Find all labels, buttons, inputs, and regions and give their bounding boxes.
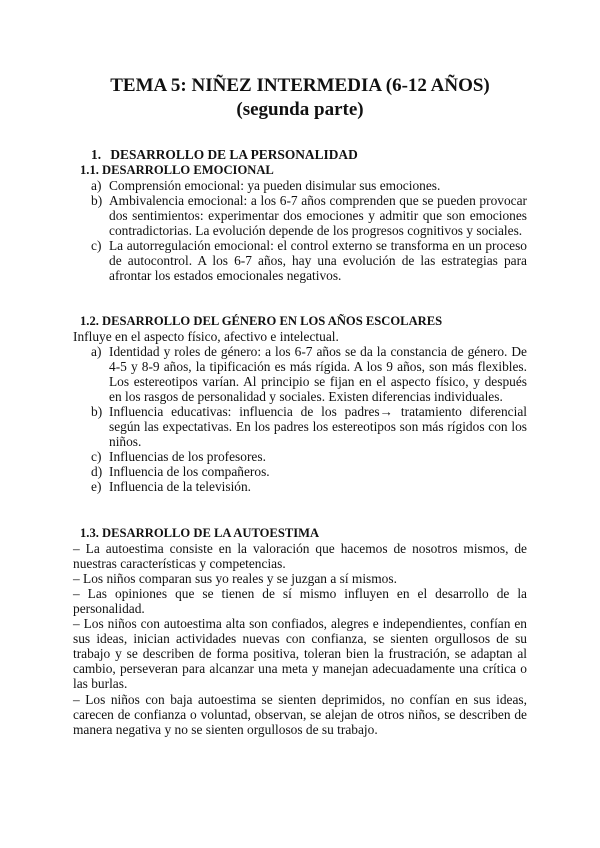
- section-1-title: DESARROLLO DE LA PERSONALIDAD: [110, 147, 358, 162]
- section-1-number: 1.: [91, 147, 102, 162]
- list-item: [91, 238, 527, 283]
- list-item-text: Comprensión emocional: ya pueden disimular sus emociones.: [109, 178, 441, 193]
- document-subtitle: (segunda parte): [236, 99, 364, 120]
- list-marker: d): [91, 464, 103, 479]
- list-marker: c): [91, 449, 102, 464]
- list-item: [91, 178, 527, 193]
- list-marker: e): [91, 479, 102, 494]
- list-marker: c): [91, 238, 102, 253]
- list-item-text: Influencia de los compañeros.: [109, 464, 270, 479]
- list-item: [91, 479, 527, 494]
- subsection-1-1-heading: 1.1. DESARROLLO EMOCIONAL: [80, 163, 274, 177]
- list-item: [91, 404, 527, 449]
- self-esteem-paragraph-2: – Los niños comparan sus yo reales y se juzgan a sí mismos.: [73, 571, 397, 586]
- list-item-text: Influencia de la televisión.: [109, 479, 252, 494]
- list-item: [91, 193, 527, 238]
- list-item-text: Influencias de los profesores.: [109, 449, 266, 464]
- list-marker: b): [91, 404, 103, 419]
- gender-intro: Influye en el aspecto físico, afectivo e intelectual.: [73, 329, 339, 344]
- emotional-development-list: [91, 178, 527, 283]
- subsection-1-2-heading: 1.2. DESARROLLO DEL GÉNERO EN LOS AÑOS ESCOLARES: [80, 314, 443, 328]
- subsection-1-3-heading: 1.3. DESARROLLO DE LA AUTOESTIMA: [80, 526, 320, 540]
- self-esteem-paragraph-1: – La autoestima consiste en la valoración que hacemos de nosotros mismos, de nuestras características y competencias.: [73, 541, 527, 571]
- list-item: [91, 464, 527, 479]
- list-item: [91, 344, 527, 404]
- section-1-heading: [91, 147, 358, 163]
- self-esteem-paragraph-5: – Los niños con baja autoestima se sienten deprimidos, no confían en sus ideas, carecen de confianza o voluntad, observan, se alejan de otros niños, se describen de manera negativa y no se sienten orgullosos de su trabajo.: [73, 692, 527, 737]
- list-item-text: Ambivalencia emocional: a los 6-7 años comprenden que se pueden provocar dos sentimientos: experimentar dos emociones y admitir que son emociones contradictorias. La evolución depende de los progresos cognitivos y sociales.: [109, 193, 527, 238]
- document-title: TEMA 5: NIÑEZ INTERMEDIA (6-12 AÑOS): [110, 75, 490, 96]
- self-esteem-paragraph-3: – Las opiniones que se tienen de sí mismo influyen en el desarrollo de la personalidad.: [73, 586, 527, 616]
- self-esteem-paragraph-4: – Los niños con autoestima alta son confiados, alegres e independientes, confían en sus ideas, inician actividades nuevas con confianza, se sienten orgullosos de su trabajo y se describen de forma positiva, toleran bien la frustración, se adaptan al cambio, perseveran para alcanzar una meta y manejan adecuadamente una crítica o las burlas.: [73, 616, 527, 691]
- list-marker: b): [91, 193, 103, 208]
- list-item-text: La autorregulación emocional: el control externo se transforma en un proceso de autocontrol. A los 6-7 años, hay una evolución de las estrategias para afrontar los estados emocionales negativos.: [109, 238, 527, 283]
- list-item-text: Influencia educativas: influencia de los padres→ tratamiento diferencial según las expectativas. En los padres los estereotipos son más rígidos con los niños.: [109, 404, 527, 449]
- list-marker: a): [91, 178, 102, 193]
- list-item-text: Identidad y roles de género: a los 6-7 años se da la constancia de género. De 4-5 y 8-9 años, la tipificación es más rígida. A los 9 años, son más flexibles. Los estereotipos varían. Al principio se fijan en el aspecto físico, y después en los rasgos de personalidad y sociales. Existen diferencias individuales.: [109, 344, 527, 404]
- list-marker: a): [91, 344, 102, 359]
- list-item: [91, 449, 527, 464]
- gender-development-list: [91, 344, 527, 494]
